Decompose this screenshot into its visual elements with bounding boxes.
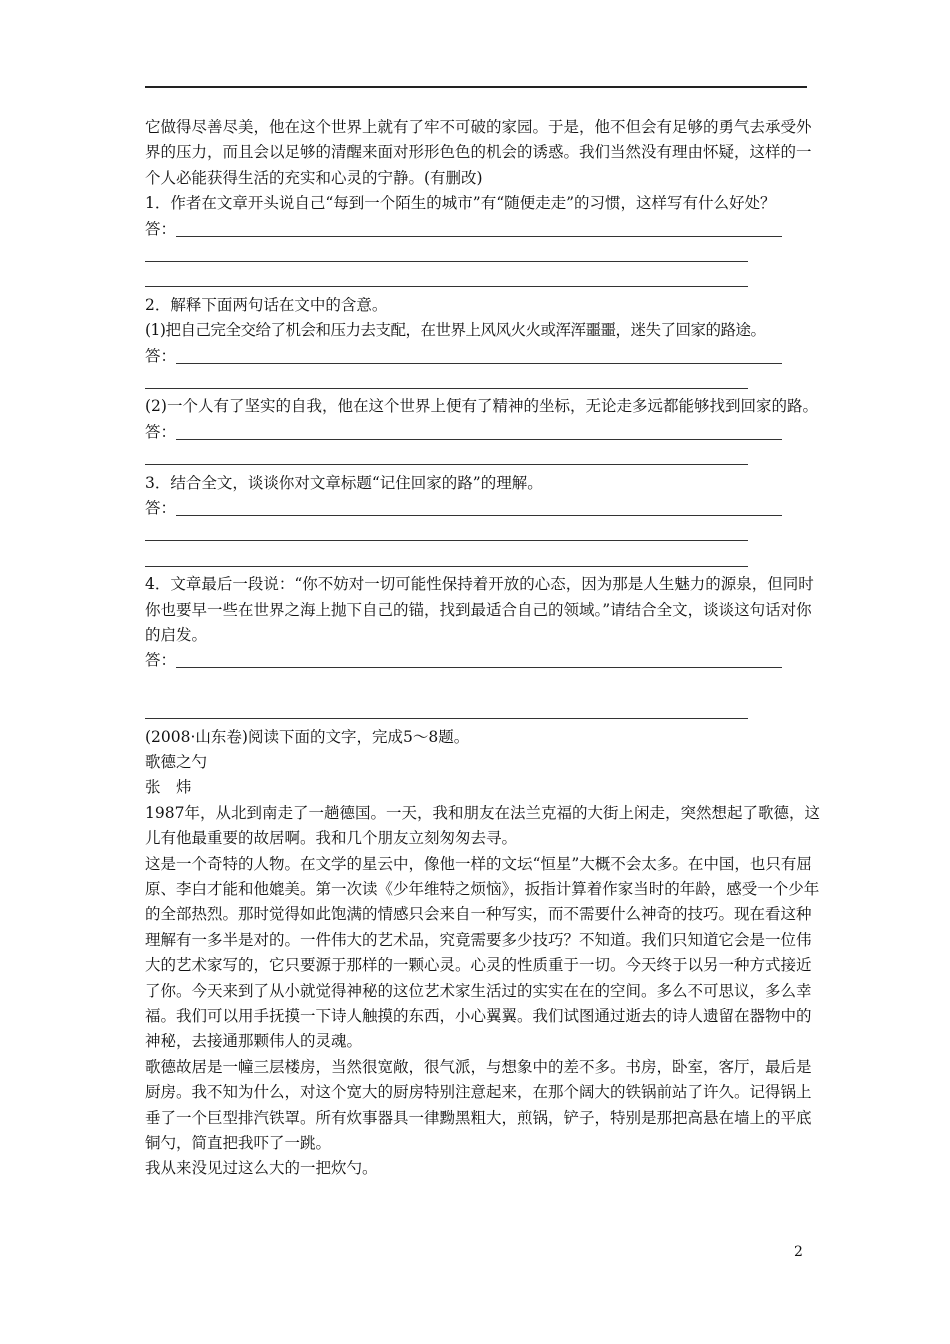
answer-label: 答： (145, 651, 177, 670)
answer-line (145, 267, 825, 292)
answer-blank (145, 464, 748, 465)
answer-blank (145, 718, 748, 719)
answer-label: 答： (145, 422, 177, 441)
question-3: 3．结合全文，谈谈你对文章标题“记住回家的路”的理解。 (145, 473, 543, 492)
answer-line (145, 369, 825, 394)
answer-blank (145, 286, 748, 287)
article-paragraph-1: 1987年，从北到南走了一趟德国。一天，我和朋友在法兰克福的大街上闲走，突然想起了歌德，这儿有他最重要的故居啊。我和几个朋友立刻匆匆去寻。 (145, 803, 820, 848)
section-intro: (2008·山东卷)阅读下面的文字，完成5～8题。 (145, 727, 470, 746)
answer-line (145, 445, 825, 470)
spacer-line (145, 674, 825, 699)
question-2: 2．解释下面两句话在文中的含意。 (145, 295, 388, 314)
answer-blank (176, 363, 782, 364)
page-content (145, 115, 825, 1182)
article-paragraph-3: 歌德故居是一幢三层楼房，当然很宽敞，很气派，与想象中的差不多。书房，卧室，客厅，最后是厨房。我不知为什么，对这个宽大的厨房特别注意起来，在那个阔大的铁锅前站了许久。记得锅上垂了一个巨型排汽铁罩。所有炊事器具一律黝黑粗大，煎锅，铲子，特别是那把高悬在墙上的平底铜勺，简直把我吓了一跳。 (145, 1057, 812, 1153)
article-paragraph-2: 这是一个奇特的人物。在文学的星云中，像他一样的文坛“恒星”大概不会太多。在中国，也只有屈原、李白才能和他媲美。第一次读《少年维特之烦恼》，扳指计算着作家当时的年龄，感受一个少年的全部热烈。那时觉得如此饱满的情感只会来自一种写实，而不需要什么神奇的技巧。现在看这种理解有一多半是对的。一件伟大的艺术品，究竟需要多少技巧？不知道。我们只知道它会是一位伟大的艺术家写的，它只要源于那样的一颗心灵。心灵的性质重于一切。今天终于以另一种方式接近了你。今天来到了从小就觉得神秘的这位艺术家生活过的实实在在的空间。多么不可思议，多么幸福。我们可以用手抚摸一下诗人触摸的东西，小心翼翼。我们试图通过逝去的诗人遗留在器物中的神秘，去接通那颗伟人的灵魂。 (145, 854, 820, 1051)
question-1: 1．作者在文章开头说自己“每到一个陌生的城市”有“随便走走”的习惯，这样写有什么好处？ (145, 194, 776, 213)
answer-line (145, 344, 825, 369)
answer-line (145, 217, 825, 242)
header-rule (145, 86, 807, 88)
article-author: 张 炜 (145, 778, 192, 797)
article-title: 歌德之勺 (145, 752, 208, 771)
answer-line (145, 699, 825, 724)
answer-blank (176, 236, 782, 237)
answer-blank (145, 566, 748, 567)
answer-blank (176, 667, 782, 668)
answer-blank (145, 540, 748, 541)
answer-blank (176, 439, 782, 440)
answer-label: 答： (145, 346, 177, 365)
answer-line (145, 547, 825, 572)
answer-line (145, 420, 825, 445)
answer-line (145, 496, 825, 521)
article-paragraph-4: 我从来没见过这么大的一把炊勺。 (145, 1159, 378, 1178)
answer-blank (145, 261, 748, 262)
answer-label: 答： (145, 219, 177, 238)
paragraph-continuation: 它做得尽善尽美，他在这个世界上就有了牢不可破的家园。于是，他不但会有足够的勇气去承受外界的压力，而且会以足够的清醒来面对形形色色的机会的诱惑。我们当然没有理由怀疑，这样的一个人必能获得生活的充实和心灵的宁静。(有删改) (145, 118, 812, 187)
answer-line (145, 521, 825, 546)
answer-blank (176, 515, 782, 516)
question-2-part-1: (1)把自己完全交给了机会和压力去支配，在世界上风风火火或浑浑噩噩，迷失了回家的路途。 (145, 321, 766, 340)
answer-label: 答： (145, 498, 177, 517)
answer-line (145, 242, 825, 267)
question-2-part-2: (2)一个人有了坚实的自我，他在这个世界上便有了精神的坐标，无论走多远都能够找到回家的路。 (145, 397, 818, 416)
page-number: 2 (794, 1244, 803, 1260)
answer-line (145, 648, 825, 673)
answer-blank (145, 388, 748, 389)
question-4: 4．文章最后一段说：“你不妨对一切可能性保持着开放的心态，因为那是人生魅力的源泉，但同时你也要早一些在世界之海上抛下自己的锚，找到最适合自己的领域。”请结合全文，谈谈这句话对你的启发。 (145, 575, 814, 644)
